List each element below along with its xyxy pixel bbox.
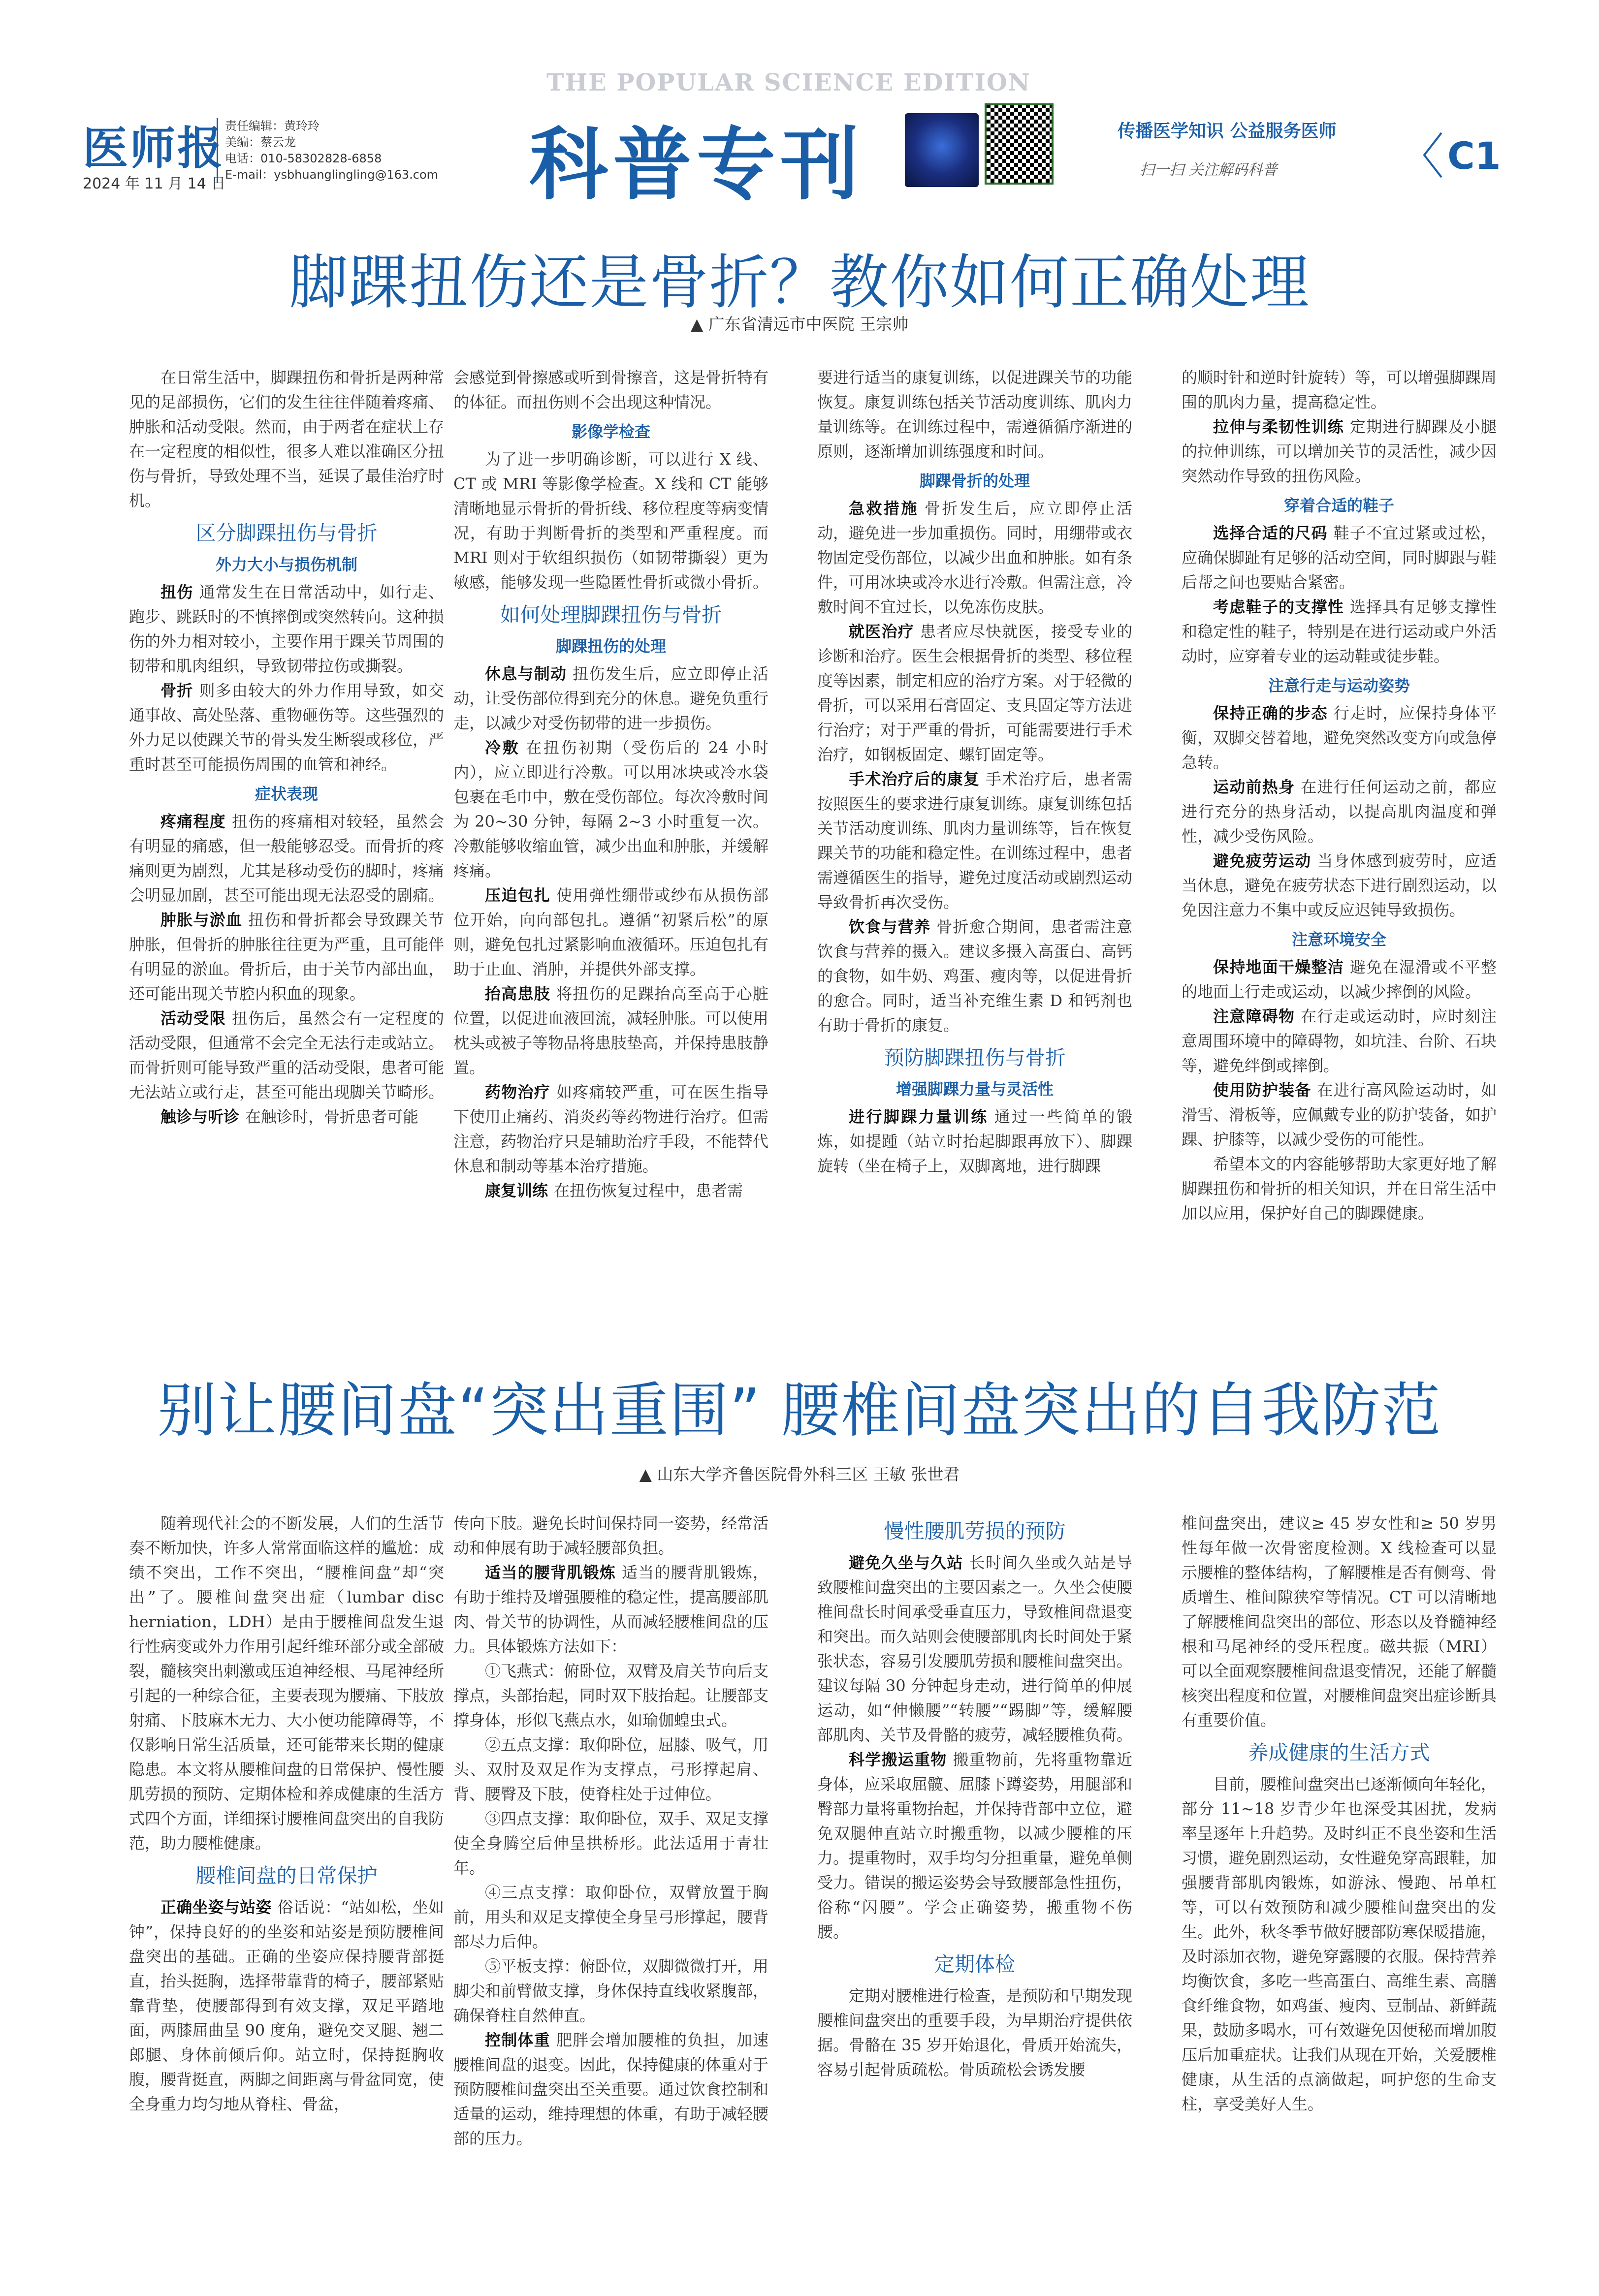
article1-col3	[817, 365, 1132, 1178]
paragraph	[129, 580, 444, 678]
paragraph-text: 定期对腰椎进行检查，是预防和早期发现腰椎间盘突出的重要手段，为早期治疗提供依据。骨骼在 35 岁开始退化，骨质开始流失，容易引起骨质疏松。骨质疏松会诱发腰	[817, 1986, 1133, 2079]
paragraph-lead: 急救措施	[849, 499, 919, 518]
masthead	[0, 0, 1599, 212]
paragraph-text: 鞋子不宜过紧或过松，应确保脚趾有足够的活动空间，同时脚跟与鞋后帮之间也要贴合紧密。	[1182, 524, 1497, 592]
paragraph-text: 通常发生在日常活动中，如行走、跑步、跳跃时的不慎摔倒或突然转向。这种损伤的外力相对较小，主要作用于踝关节周围的韧带和肌肉组织，导致韧带拉伤或撕裂。	[129, 583, 445, 675]
paragraph-text: 椎间盘突出，建议≥ 45 岁女性和≥ 50 岁男性每年做一次骨密度检测。X 线检查可以显示腰椎的整体结构，了解腰椎是否有侧弯、骨质增生、椎间隙狭窄等情况。CT 可以清晰地了解腰椎间盘突出的部位、形态以及脊髓神经根和马尾神经的受压程度。磁共振（MRI）可以全面观察腰椎间盘退变情况，还能了解髓核突出程度和位置，对腰椎间盘突出症诊断具有重要价值。	[1182, 1514, 1497, 1730]
paragraph	[1182, 1004, 1497, 1078]
subsection-heading: 脚踝骨折的处理	[919, 472, 1030, 490]
paragraph-lead: 活动受限	[160, 1009, 226, 1028]
paragraph	[1182, 414, 1497, 488]
paragraph-text: 肥胖会增加腰椎的负担，加速腰椎间盘的退变。因此，保持健康的体重对于预防腰椎间盘突出至关重要。通过饮食控制和适量的运动，维持理想的体重，有助于减轻腰部的压力。	[453, 2031, 769, 2148]
article2-col4	[1182, 1511, 1497, 2116]
slogan: 传播医学知识 公益服务医师	[1118, 121, 1337, 141]
paragraph	[1182, 955, 1497, 1004]
subsection-heading: 症状表现	[255, 785, 318, 803]
paragraph-text: 搬重物前，先将重物靠近身体，应采取屈髋、屈膝下蹲姿势，用腿部和臀部力量将重物抬起，并保持背部中立位，避免双腿伸直站立时搬重物，以减少腰椎的压力。提重物时，双手均匀分担重量，避免单侧受力。错误的搬运姿势会导致腰部急性扭伤，俗称“闪腰”。学会正确姿势，搬重物不伤腰。	[817, 1750, 1133, 1941]
paragraph-lead: 注意障碍物	[1213, 1007, 1295, 1026]
qr-code-icon[interactable]	[985, 103, 1054, 185]
paragraph-lead: 康复训练	[485, 1181, 548, 1200]
paragraph	[1182, 365, 1497, 414]
paragraph-lead: 拉伸与柔韧性训练	[1213, 417, 1344, 436]
paragraph-lead: 肿胀与淤血	[160, 911, 243, 929]
paragraph	[817, 496, 1132, 619]
paragraph	[453, 1806, 768, 1880]
paragraph-text: 为了进一步明确诊断，可以进行 X 线、CT 或 MRI 等影像学检查。X 线和 CT 能够清晰地显示骨折的骨折线、移位程度等病变情况，有助于判断骨折的类型和严重程度。而 MRI 则对于软组织损伤（如韧带撕裂）更为敏感，能够发现一些隐匿性骨折或微小骨折。	[453, 450, 769, 592]
paragraph-text: ①飞燕式：俯卧位，双臂及肩关节向后支撑点，头部抬起，同时双下肢抬起。让腰部支撑身体，形似飞燕点水，如瑜伽蝗虫式。	[453, 1662, 769, 1730]
editor-line: E-mail：ysbhuanglingling@163.com	[225, 168, 439, 182]
paragraph	[453, 1659, 768, 1732]
paragraph-text: 俗话说：“站如松，坐如钟”，保持良好的的坐姿和站姿是预防腰椎间盘突出的基础。正确的坐姿应保持腰背部挺直，抬头挺胸，选择带靠背的椅子，腰部紧贴靠背垫，使腰部得到有效支撑，双足平踏地面，两膝屈曲呈 90 度角，避免交叉腿、翘二郎腿、身体前倾后仰。站立时，保持挺胸收腹，腰背挺直，两脚之间距离与骨盆同宽，使全身重力均匀地从脊柱、骨盆，	[129, 1898, 445, 2113]
paragraph	[453, 981, 768, 1080]
paragraph-text: 骨折发生后，应立即停止活动，避免进一步加重损伤。同时，用绷带或衣物固定受伤部位，以减少出血和肿胀。如有条件，可用冰块或冷水进行冷敷。但需注意，冷敷时间不宜过长，以免冻伤皮肤。	[817, 499, 1133, 616]
paragraph-text: 传向下肢。避免长时间保持同一姿势，经常活动和伸展有助于减轻腰部负担。	[453, 1514, 769, 1557]
paragraph-text: 在日常生活中，脚踝扭伤和骨折是两种常见的足部损伤，它们的发生往往伴随着疼痛、肿胀和活动受限。然而，由于两者在症状上存在一定程度的相似性，很多人难以准确区分扭伤与骨折，导致处理不当，延误了最佳治疗时机。	[129, 368, 445, 510]
brand-badge-icon	[905, 113, 979, 187]
section-heading: 养成健康的生活方式	[1248, 1741, 1430, 1764]
article2-col1	[129, 1511, 444, 2116]
paragraph-lead: 保持正确的步态	[1213, 704, 1328, 723]
paragraph	[453, 1560, 768, 1659]
paragraph-lead: 考虑鞋子的支撑性	[1213, 598, 1344, 616]
paragraph	[817, 1550, 1132, 1747]
paragraph	[453, 735, 768, 883]
paragraph-lead: 控制体重	[485, 2031, 550, 2049]
paragraph	[1182, 1152, 1497, 1226]
paragraph-lead: 适当的腰背肌锻炼	[485, 1563, 616, 1582]
paragraph	[129, 908, 444, 1006]
paragraph-text: 避免在湿滑或不平整的地面上行走或运动，以减少摔倒的风险。	[1182, 958, 1497, 1001]
article1-author: ▲ 广东省清远市中医院 王宗帅	[690, 315, 909, 334]
paragraph-text: 希望本文的内容能够帮助大家更好地了解脚踝扭伤和骨折的相关知识，并在日常生活中加以应用，保护好自己的脚踝健康。	[1182, 1155, 1497, 1223]
editor-line: 责任编辑：黄玲玲	[225, 119, 320, 133]
paragraph	[453, 1511, 768, 1560]
paragraph-text: 要进行适当的康复训练，以促进踝关节的功能恢复。康复训练包括关节活动度训练、肌肉力量训练等。在训练过程中，需遵循循序渐进的原则，逐渐增加训练强度和时间。	[817, 368, 1133, 461]
page-number: C1	[1447, 134, 1501, 178]
paragraph-text: ⑤平板支撑：俯卧位，双脚微微打开，用脚尖和前臂做支撑，身体保持直线收紧腹部，确保脊柱自然伸直。	[453, 1957, 769, 2025]
paragraph	[453, 1178, 768, 1203]
paragraph-text: 扭伤的疼痛相对较轻，虽然会有明显的痛感，但一般能够忍受。而骨折的疼痛则更为剧烈，尤其是移动受伤的脚时，疼痛会明显加剧，甚至可能出现无法忍受的剧痛。	[129, 812, 445, 905]
paragraph-text: 扭伤和骨折都会导致踝关节肿胀，但骨折的肿胀往往更为严重，且可能伴有明显的淤血。骨折后，由于关节内部出血，还可能出现关节腔内积血的现象。	[129, 911, 445, 1003]
subsection-heading: 注意行走与运动姿势	[1268, 676, 1410, 695]
paragraph-lead: 保持地面干燥整洁	[1213, 958, 1344, 976]
paragraph-lead: 压迫包扎	[485, 886, 550, 905]
paragraph-text: 则多由较大的外力作用导致，如交通事故、高处坠落、重物砸伤等。这些强烈的外力足以使踝关节的骨头发生断裂或移位，严重时甚至可能损伤周围的血管和神经。	[129, 681, 445, 774]
paragraph-text: 扭伤发生后，应立即停止活动，让受伤部位得到充分的休息。避免负重行走，以减少对受伤韧带的进一步损伤。	[453, 664, 769, 732]
paragraph-lead: 触诊与听诊	[160, 1107, 240, 1126]
paragraph-lead: 药物治疗	[485, 1083, 550, 1101]
paragraph-text: 将扭伤的足踝抬高至高于心脏位置，以促进血液回流，减轻肿胀。可以使用枕头或被子等物品将患肢垫高，并保持患肢静置。	[453, 984, 769, 1077]
paragraph-text: 行走时，应保持身体平衡，双脚交替着地，避免突然改变方向或急停急转。	[1182, 704, 1497, 772]
subsection-heading: 穿着合适的鞋子	[1283, 496, 1394, 515]
paragraph-lead: 手术治疗后的康复	[849, 770, 980, 788]
paragraph	[1182, 775, 1497, 849]
scan-hint: 扫一扫 关注解码科普	[1140, 161, 1278, 179]
paragraph	[129, 678, 444, 777]
paragraph-text: 选择具有足够支撑性和稳定性的鞋子，特别是在进行运动或户外活动时，应穿着专业的运动鞋或徒步鞋。	[1182, 598, 1497, 665]
paragraph-text: 在行走或运动时，应时刻注意周围环境中的障碍物，如坑洼、台阶、石块等，避免绊倒或摔倒。	[1182, 1007, 1497, 1075]
paragraph	[817, 619, 1132, 767]
article1-col2	[453, 365, 768, 1203]
paragraph-text: 通过一些简单的锻炼，如提踵（站立时抬起脚跟再放下）、脚踝旋转（坐在椅子上，双脚离地，进行脚踝	[817, 1107, 1132, 1175]
paragraph-lead: 运动前热身	[1213, 778, 1295, 796]
article2-author: ▲ 山东大学齐鲁医院骨外科三区 王敏 张世君	[639, 1465, 960, 1484]
paragraph-lead: 饮食与营养	[849, 917, 931, 936]
subsection-heading: 增强脚踝力量与灵活性	[895, 1080, 1054, 1099]
paragraph	[1182, 1511, 1497, 1732]
paragraph-text: 适当的腰背肌锻炼，有助于维持及增强腰椎的稳定性，提高腰部肌肉、骨关节的协调性，从而减轻腰椎间盘的压力。具体锻炼方法如下：	[453, 1563, 769, 1656]
paragraph	[453, 1732, 768, 1806]
article1-title: 脚踝扭伤还是骨折？教你如何正确处理	[289, 249, 1310, 317]
paragraph-text: 在扭伤恢复过程中，患者需	[554, 1181, 743, 1200]
paragraph	[817, 365, 1132, 464]
paragraph-lead: 休息与制动	[485, 664, 567, 683]
paragraph-text: ②五点支撑：取仰卧位，屈膝、吸气，用头、双肘及双足作为支撑点，弓形撑起肩、背、腰臀及下肢，使脊柱处于过伸位。	[453, 1735, 769, 1803]
paragraph-text: 目前，腰椎间盘突出已逐渐倾向年轻化，部分 11~18 岁青少年也深受其困扰，发病率呈逐年上升趋势。及时纠正不良坐姿和生活习惯，避免剧烈运动，女性避免穿高跟鞋，加强腰背部肌肉锻炼，如游泳、慢跑、吊单杠等，可以有效预防和减少腰椎间盘突出的发生。此外，秋冬季节做好腰部防寒保暖措施，及时添加衣物，避免穿露腰的衣服。保持营养均衡饮食，多吃一些高蛋白、高维生素、高膳食纤维食物，如鸡蛋、瘦肉、豆制品、新鲜蔬果，鼓励多喝水，可有效避免因便秘而增加腹压后加重症状。让我们从现在开始，关爱腰椎健康，从生活的点滴做起，呵护您的生命支柱，享受美好人生。	[1182, 1775, 1497, 2113]
paragraph	[129, 1511, 444, 1856]
section-heading: 慢性腰肌劳损的预防	[884, 1519, 1066, 1543]
paragraph-text: 会感觉到骨擦感或听到骨擦音，这是骨折特有的体征。而扭伤则不会出现这种情况。	[453, 368, 769, 411]
subsection-heading: 外力大小与损伤机制	[215, 555, 357, 574]
article2-title: 别让腰间盘“突出重围” 腰椎间盘突出的自我防范	[157, 1377, 1442, 1445]
paragraph-text: 定期进行脚踝及小腿的拉伸训练，可以增加关节的灵活性，减少因突然动作导致的扭伤风险。	[1182, 417, 1497, 485]
paragraph	[817, 1104, 1132, 1178]
editor-info	[217, 118, 438, 183]
paragraph-text: 随着现代社会的不断发展，人们的生活节奏不断加快，许多人常常面临这样的尴尬：成绩不突出，工作不突出，“腰椎间盘”却“突出”了。腰椎间盘突出症（lumbar disc herniation，LDH）是由于腰椎间盘发生退行性病变或外力作用引起纤维环部分或全部破裂，髓核突出刺激或压迫神经根、马尾神经所引起的一种综合征，主要表现为腰痛、下肢放射痛、下肢麻木无力、大小便功能障碍等，不仅影响日常生活质量，还可能带来长期的健康隐患。本文将从腰椎间盘的日常保护、慢性腰肌劳损的预防、定期体检和养成健康的生活方式四个方面，详细探讨腰椎间盘突出的自我防范，助力腰椎健康。	[129, 1514, 445, 1853]
paragraph-text: 在触诊时，骨折患者可能	[245, 1107, 419, 1126]
paragraph-text: 长时间久坐或久站是导致腰椎间盘突出的主要因素之一。久坐会使腰椎间盘长时间承受垂直压力，导致椎间盘退变和突出。而久站则会使腰部肌肉长时间处于紧张状态，容易引发腰肌劳损和腰椎间盘突出。建议每隔 30 分钟起身走动，进行简单的伸展运动，如“伸懒腰”“转腰”“踢脚”等，缓解腰部肌肉、关节及骨骼的疲劳，减轻腰椎负荷。	[817, 1553, 1133, 1744]
paragraph-lead: 就医治疗	[849, 622, 914, 641]
subsection-heading: 注意环境安全	[1291, 930, 1386, 949]
paragraph	[453, 365, 768, 414]
paragraph-lead: 选择合适的尺码	[1213, 524, 1328, 542]
editor-line: 电话：010-58302828-6858	[225, 152, 382, 165]
paragraph	[1182, 1772, 1497, 2116]
paragraph-lead: 骨折	[160, 681, 193, 700]
paragraph-text: 的顺时针和逆时针旋转）等，可以增强脚踝周围的肌肉力量，提高稳定性。	[1182, 368, 1497, 411]
paragraph-lead: 科学搬运重物	[849, 1750, 947, 1769]
subsection-heading: 脚踝扭伤的处理	[555, 637, 666, 656]
paragraph	[1182, 1078, 1497, 1152]
paragraph-lead: 正确坐姿与站姿	[160, 1898, 272, 1917]
section-heading: 腰椎间盘的日常保护	[195, 1864, 378, 1887]
paragraph-text: 在扭伤初期（受伤后的 24 小时内），应立即进行冷敷。可以用冰块或冷水袋包裹在毛巾中，敷在受伤部位。每次冷敷时间为 20~30 分钟，每隔 2~3 小时重复一次。冷敷能够收缩血管，减少出血和肿胀，并缓解疼痛。	[453, 738, 769, 880]
article1-col1	[129, 365, 444, 1129]
paragraph-lead: 扭伤	[160, 583, 193, 601]
section-title: 科普专刊	[529, 119, 864, 211]
paragraph	[129, 1104, 444, 1129]
paragraph-lead: 避免疲劳运动	[1213, 851, 1311, 870]
paragraph	[129, 809, 444, 908]
paragraph	[817, 767, 1132, 914]
paragraph	[453, 1080, 768, 1178]
paragraph	[129, 1895, 444, 2116]
paragraph-lead: 疼痛程度	[160, 812, 226, 831]
paragraph	[453, 1880, 768, 1954]
paragraph-text: ④三点支撑：取仰卧位，双臂放置于胸前，用头和双足支撑使全身呈弓形撑起，腰背部尽力后伸。	[453, 1883, 769, 1951]
paragraph-lead: 避免久坐与久站	[849, 1553, 963, 1572]
paragraph	[453, 661, 768, 735]
paragraph	[453, 1954, 768, 2028]
paragraph	[817, 914, 1132, 1038]
paragraph	[129, 365, 444, 513]
paragraph	[129, 1006, 444, 1104]
paragraph-text: 如疼痛较严重，可在医生指导下使用止痛药、消炎药等药物进行治疗。但需注意，药物治疗只是辅助治疗手段，不能替代休息和制动等基本治疗措施。	[453, 1083, 769, 1175]
article2-col3	[817, 1511, 1132, 2082]
subsection-heading: 影像学检查	[571, 422, 650, 441]
paragraph	[817, 1747, 1132, 1944]
paragraph	[1182, 849, 1497, 922]
paragraph-text: 使用弹性绷带或纱布从损伤部位开始，向向部包扎。遵循“初紧后松”的原则，避免包扎过紧影响血液循环。压迫包扎有助于止血、消肿，并提供外部支撑。	[453, 886, 769, 978]
paragraph-text: 患者应尽快就医，接受专业的诊断和治疗。医生会根据骨折的类型、移位程度等因素，制定相应的治疗方案。对于轻微的骨折，可以采用石膏固定、支具固定等方法进行治疗；对于严重的骨折，可能需要进行手术治疗，如钢板固定、螺钉固定等。	[817, 622, 1133, 764]
paragraph-lead: 使用防护装备	[1213, 1081, 1311, 1100]
article2-col2	[453, 1511, 768, 2151]
edition-label: THE POPULAR SCIENCE EDITION	[546, 69, 1031, 96]
paragraph	[453, 447, 768, 595]
paragraph-text: 骨折愈合期间，患者需注意饮食与营养的摄入。建议多摄入高蛋白、高钙的食物，如牛奶、鸡蛋、瘦肉等，以促进骨折的愈合。同时，适当补充维生素 D 和钙剂也有助于骨折的康复。	[817, 917, 1133, 1035]
section-heading: 如何处理脚踝扭伤与骨折	[500, 603, 722, 627]
paragraph	[1182, 595, 1497, 668]
paragraph-text: 在进行高风险运动时，如滑雪、滑板等，应佩戴专业的防护装备，如护踝、护膝等，以减少受伤的可能性。	[1182, 1081, 1497, 1149]
paragraph	[1182, 521, 1497, 595]
paragraph-text: 手术治疗后，患者需按照医生的要求进行康复训练。康复训练包括关节活动度训练、肌肉力量训练等，旨在恢复踝关节的功能和稳定性。在训练过程中，患者需遵循医生的指导，避免过度活动或剧烈运动导致骨折再次受伤。	[817, 770, 1133, 912]
paragraph-text: 扭伤后，虽然会有一定程度的活动受限，但通常不会完全无法行走或站立。而骨折则可能导致严重的活动受限，患者可能无法站立或行走，甚至可能出现脚关节畸形。	[129, 1009, 445, 1101]
paragraph-text: 在进行任何运动之前，都应进行充分的热身活动，以提高肌肉温度和弹性，减少受伤风险。	[1182, 778, 1497, 846]
section-heading: 定期体检	[934, 1952, 1015, 1976]
paragraph	[453, 883, 768, 981]
section-heading: 预防脚踝扭伤与骨折	[884, 1046, 1066, 1069]
paragraph-lead: 进行脚踝力量训练	[849, 1107, 989, 1126]
paragraph	[453, 2028, 768, 2151]
paragraph-lead: 冷敷	[485, 738, 520, 757]
editor-line: 美编：蔡云龙	[225, 135, 296, 149]
newspaper-logo: 医师报	[83, 122, 225, 175]
paragraph	[1182, 701, 1497, 775]
section-heading: 区分脚踝扭伤与骨折	[195, 521, 378, 545]
article1-col4	[1182, 365, 1497, 1226]
paragraph	[817, 1983, 1132, 2082]
paragraph-text: 当身体感到疲劳时，应适当休息，避免在疲劳状态下进行剧烈运动，以免因注意力不集中或反应迟钝导致损伤。	[1182, 851, 1497, 919]
issue-date: 2024 年 11 月 14 日	[83, 175, 226, 192]
paragraph-text: ③四点支撑：取仰卧位，双手、双足支撑使全身腾空后伸呈拱桥形。此法适用于青壮年。	[453, 1809, 769, 1877]
paragraph-lead: 抬高患肢	[485, 984, 550, 1003]
